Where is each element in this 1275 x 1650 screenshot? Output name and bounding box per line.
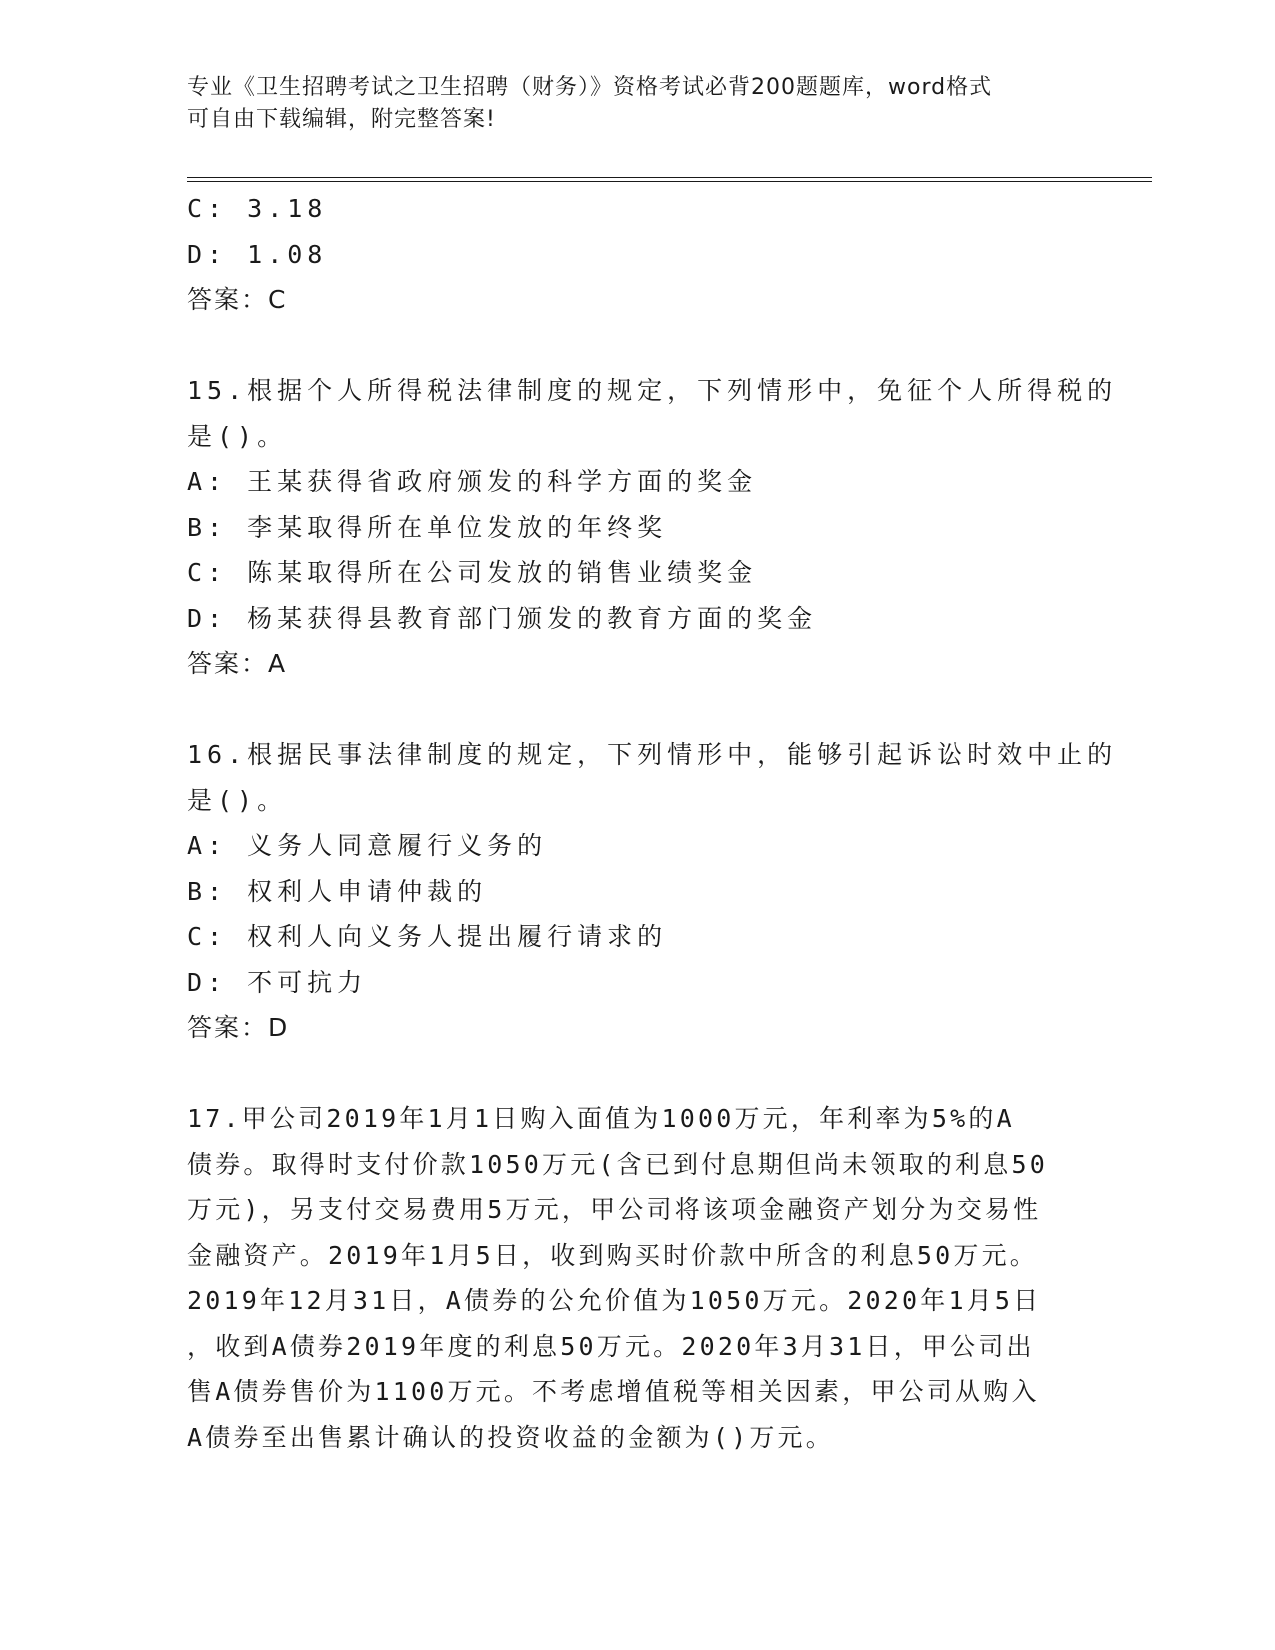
answer-line: 答案：A: [187, 649, 288, 678]
answer-line: 答案：D: [187, 1013, 290, 1042]
page-header: [187, 72, 1067, 136]
answer-line: 答案：C: [187, 285, 288, 314]
option-c: C: 陈某取得所在公司发放的销售业绩奖金: [187, 558, 758, 587]
question-text-line: 17.甲公司2019年1月1日购入面值为1000万元，年利率为5%的A: [187, 1104, 1015, 1133]
question-text-line: ，收到A债券2019年度的利息50万元。2020年3月31日，甲公司出: [187, 1331, 1035, 1361]
header-line-2: 可自由下载编辑，附完整答案!: [187, 107, 496, 132]
option-b: B: 李某取得所在单位发放的年终奖: [187, 512, 668, 542]
option-c: C: 3.18: [187, 194, 328, 223]
option-d: D: 不可抗力: [187, 967, 368, 997]
spacer: [187, 1051, 1087, 1097]
question-text-line: 万元)，另支付交易费用5万元，甲公司将该项金融资产划分为交易性: [187, 1195, 1042, 1224]
option-d: D: 杨某获得县教育部门颁发的教育方面的奖金: [187, 603, 818, 633]
option-a: A: 王某获得省政府颁发的科学方面的奖金: [187, 467, 758, 496]
option-d: D: 1.08: [187, 239, 328, 269]
question-16: [187, 732, 1118, 1051]
question-15: [187, 368, 1118, 687]
question-stem-continued: 是()。: [187, 421, 288, 451]
option-b: B: 权利人申请仲裁的: [187, 876, 488, 906]
header-divider-top: [187, 177, 1152, 178]
question-text-line: 售A债券售价为1100万元。不考虑增值税等相关因素，甲公司从购入: [187, 1377, 1040, 1406]
header-line-1: 专业《卫生招聘考试之卫生招聘（财务）》资格考试必背200题题库，word格式: [187, 75, 993, 100]
question-17: [187, 1096, 1087, 1460]
previous-question-tail: [187, 186, 1087, 323]
question-text-line: 金融资产。2019年1月5日，收到购买时价款中所含的利息50万元。: [187, 1240, 1039, 1270]
spacer: [187, 323, 1087, 369]
spacer: [187, 687, 1087, 733]
question-stem: 15.根据个人所得税法律制度的规定，下列情形中，免征个人所得税的: [187, 376, 1118, 405]
option-c: C: 权利人向义务人提出履行请求的: [187, 922, 668, 951]
question-text-line: A债券至出售累计确认的投资收益的金额为()万元。: [187, 1422, 834, 1452]
question-stem: 16.根据民事法律制度的规定，下列情形中，能够引起诉讼时效中止的: [187, 740, 1118, 769]
question-text-line: 债券。取得时支付价款1050万元(含已到付息期但尚未领取的利息50: [187, 1149, 1048, 1179]
question-text-line: 2019年12月31日，A债券的公允价值为1050万元。2020年1月5日: [187, 1286, 1042, 1315]
header-divider-bottom: [187, 181, 1152, 182]
question-stem-continued: 是()。: [187, 785, 288, 815]
option-a: A: 义务人同意履行义务的: [187, 831, 548, 860]
document-body: [187, 186, 1118, 1460]
